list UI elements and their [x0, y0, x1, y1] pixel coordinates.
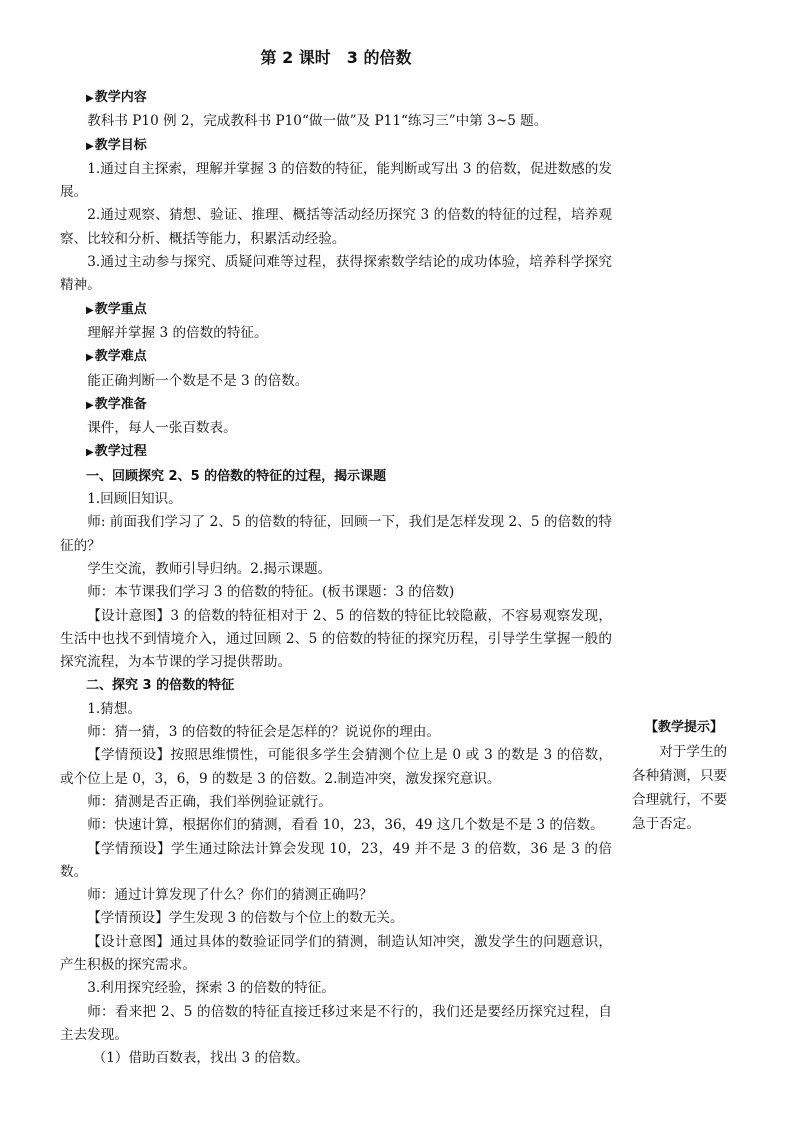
heading-goals	[60, 134, 612, 158]
teaching-tip-body: 对于学生的各种猜测，只要合理就行，不要急于否定。	[632, 744, 728, 832]
heading-label: 教学过程	[94, 444, 147, 460]
part2-paragraph: 【学情预设】按照思维惯性，可能很多学生会猜测个位上是 0 或 3 的数是 3 的倍数，或个位上是 0，3，6，9 的数是 3 的倍数。2.制造冲突，激发探究意识。	[60, 747, 612, 787]
triangle-marker-icon: ▶	[86, 93, 94, 104]
triangle-marker-icon: ▶	[86, 304, 94, 316]
goal-item: 3.通过主动参与探究、质疑问难等过程，获得探索数学结论的成功体验，培养科学探究精神。	[60, 254, 612, 294]
part2-paragraph: 师：快速计算，根据你们的猜测，看看 10，23，36，49 这几个数是不是 3 的倍数。	[87, 817, 604, 834]
part2-paragraph: 师：看来把 2、5 的倍数的特征直接迁移过来是不行的，我们还是要经历探究过程，自主去发现。	[60, 1003, 612, 1043]
lesson-body	[60, 44, 612, 1070]
preparation-text: 课件，每人一张百数表。	[87, 420, 237, 437]
key-point-text: 理解并掌握 3 的倍数的特征。	[87, 324, 268, 341]
part2-heading: 二、探究 3 的倍数的特征	[86, 678, 235, 694]
part1-paragraph: 师: 前面我们学习了 2、5 的倍数的特征，回顾一下，我们是怎样发现 2、5 的倍数的特征的？	[60, 514, 612, 554]
heading-label: 教学目标	[94, 137, 147, 153]
part1-paragraph: 学生交流，教师引导归纳。2.揭示课题。	[87, 560, 332, 577]
part1-paragraph: 1.回顾旧知识。	[87, 491, 182, 508]
heading-label: 教学准备	[94, 396, 147, 412]
heading-key-point	[60, 298, 612, 322]
part2-paragraph: 1.猜想。	[87, 700, 141, 717]
part1-paragraph: 【设计意图】3 的倍数的特征相对于 2、5 的倍数的特征比较隐蔽，不容易观察发现，生活中也找不到情境介入，通过回顾 2、5 的倍数的特征的探究历程，引导学生掌握一般的探究流程，为本节课的学习提供帮助。	[60, 607, 612, 671]
heading-preparation	[60, 393, 612, 417]
triangle-marker-icon: ▶	[86, 447, 94, 459]
part2-paragraph: 师：猜测是否正确，我们举例验证就行。	[87, 793, 332, 810]
triangle-marker-icon: ▶	[86, 352, 94, 364]
part2-paragraph: 【学情预设】学生通过除法计算会发现 10，23，49 并不是 3 的倍数，36 是 3 的倍数。	[60, 840, 612, 880]
heading-difficulty	[60, 345, 612, 369]
heading-process	[60, 440, 612, 464]
part2-paragraph: 【学情预设】学生发现 3 的倍数与个位上的数无关。	[87, 910, 404, 927]
part2-paragraph: 师：通过计算发现了什么？你们的猜测正确吗？	[87, 887, 373, 904]
goal-item: 2.通过观察、猜想、验证、推理、概括等活动经历探究 3 的倍数的特征的过程，培养观察、比较和分析、概括等能力，积累活动经验。	[60, 207, 612, 247]
teaching-tip-sidebar	[632, 716, 736, 836]
part2-paragraph: 师：猜一猜，3 的倍数的特征会是怎样的？说说你的理由。	[87, 724, 440, 741]
part2-paragraph: 【设计意图】通过具体的数验证同学们的猜测，制造认知冲突，激发学生的问题意识，产生积极的探究需求。	[60, 933, 612, 973]
part2-subitem: （1）借助百数表，找出 3 的倍数。	[92, 1050, 309, 1067]
heading-label: 教学内容	[94, 90, 147, 105]
part1-heading: 一、回顾探究 2、5 的倍数的特征的过程，揭示课题	[86, 468, 387, 484]
heading-content	[60, 86, 612, 110]
content-text: 教科书 P10 例 2，完成教科书 P10“做一做”及 P11“练习三”中第 3~5 题。	[87, 113, 548, 130]
part1-paragraph: 师：本节课我们学习 3 的倍数的特征。(板书课题：3 的倍数)	[87, 584, 455, 601]
goal-item: 1.通过自主探索，理解并掌握 3 的倍数的特征，能判断或写出 3 的倍数，促进数感的发展。	[60, 160, 612, 201]
heading-label: 教学难点	[94, 349, 147, 365]
triangle-marker-icon: ▶	[86, 140, 94, 152]
difficulty-text: 能正确判断一个数是不是 3 的倍数。	[87, 372, 309, 389]
heading-label: 教学重点	[94, 301, 147, 317]
triangle-marker-icon: ▶	[86, 399, 94, 411]
page-title: 第 2 课时 3 的倍数	[260, 48, 412, 67]
teaching-tip-title: 【教学提示】	[644, 720, 723, 735]
part2-paragraph: 3.利用探究经验，探索 3 的倍数的特征。	[87, 980, 335, 997]
